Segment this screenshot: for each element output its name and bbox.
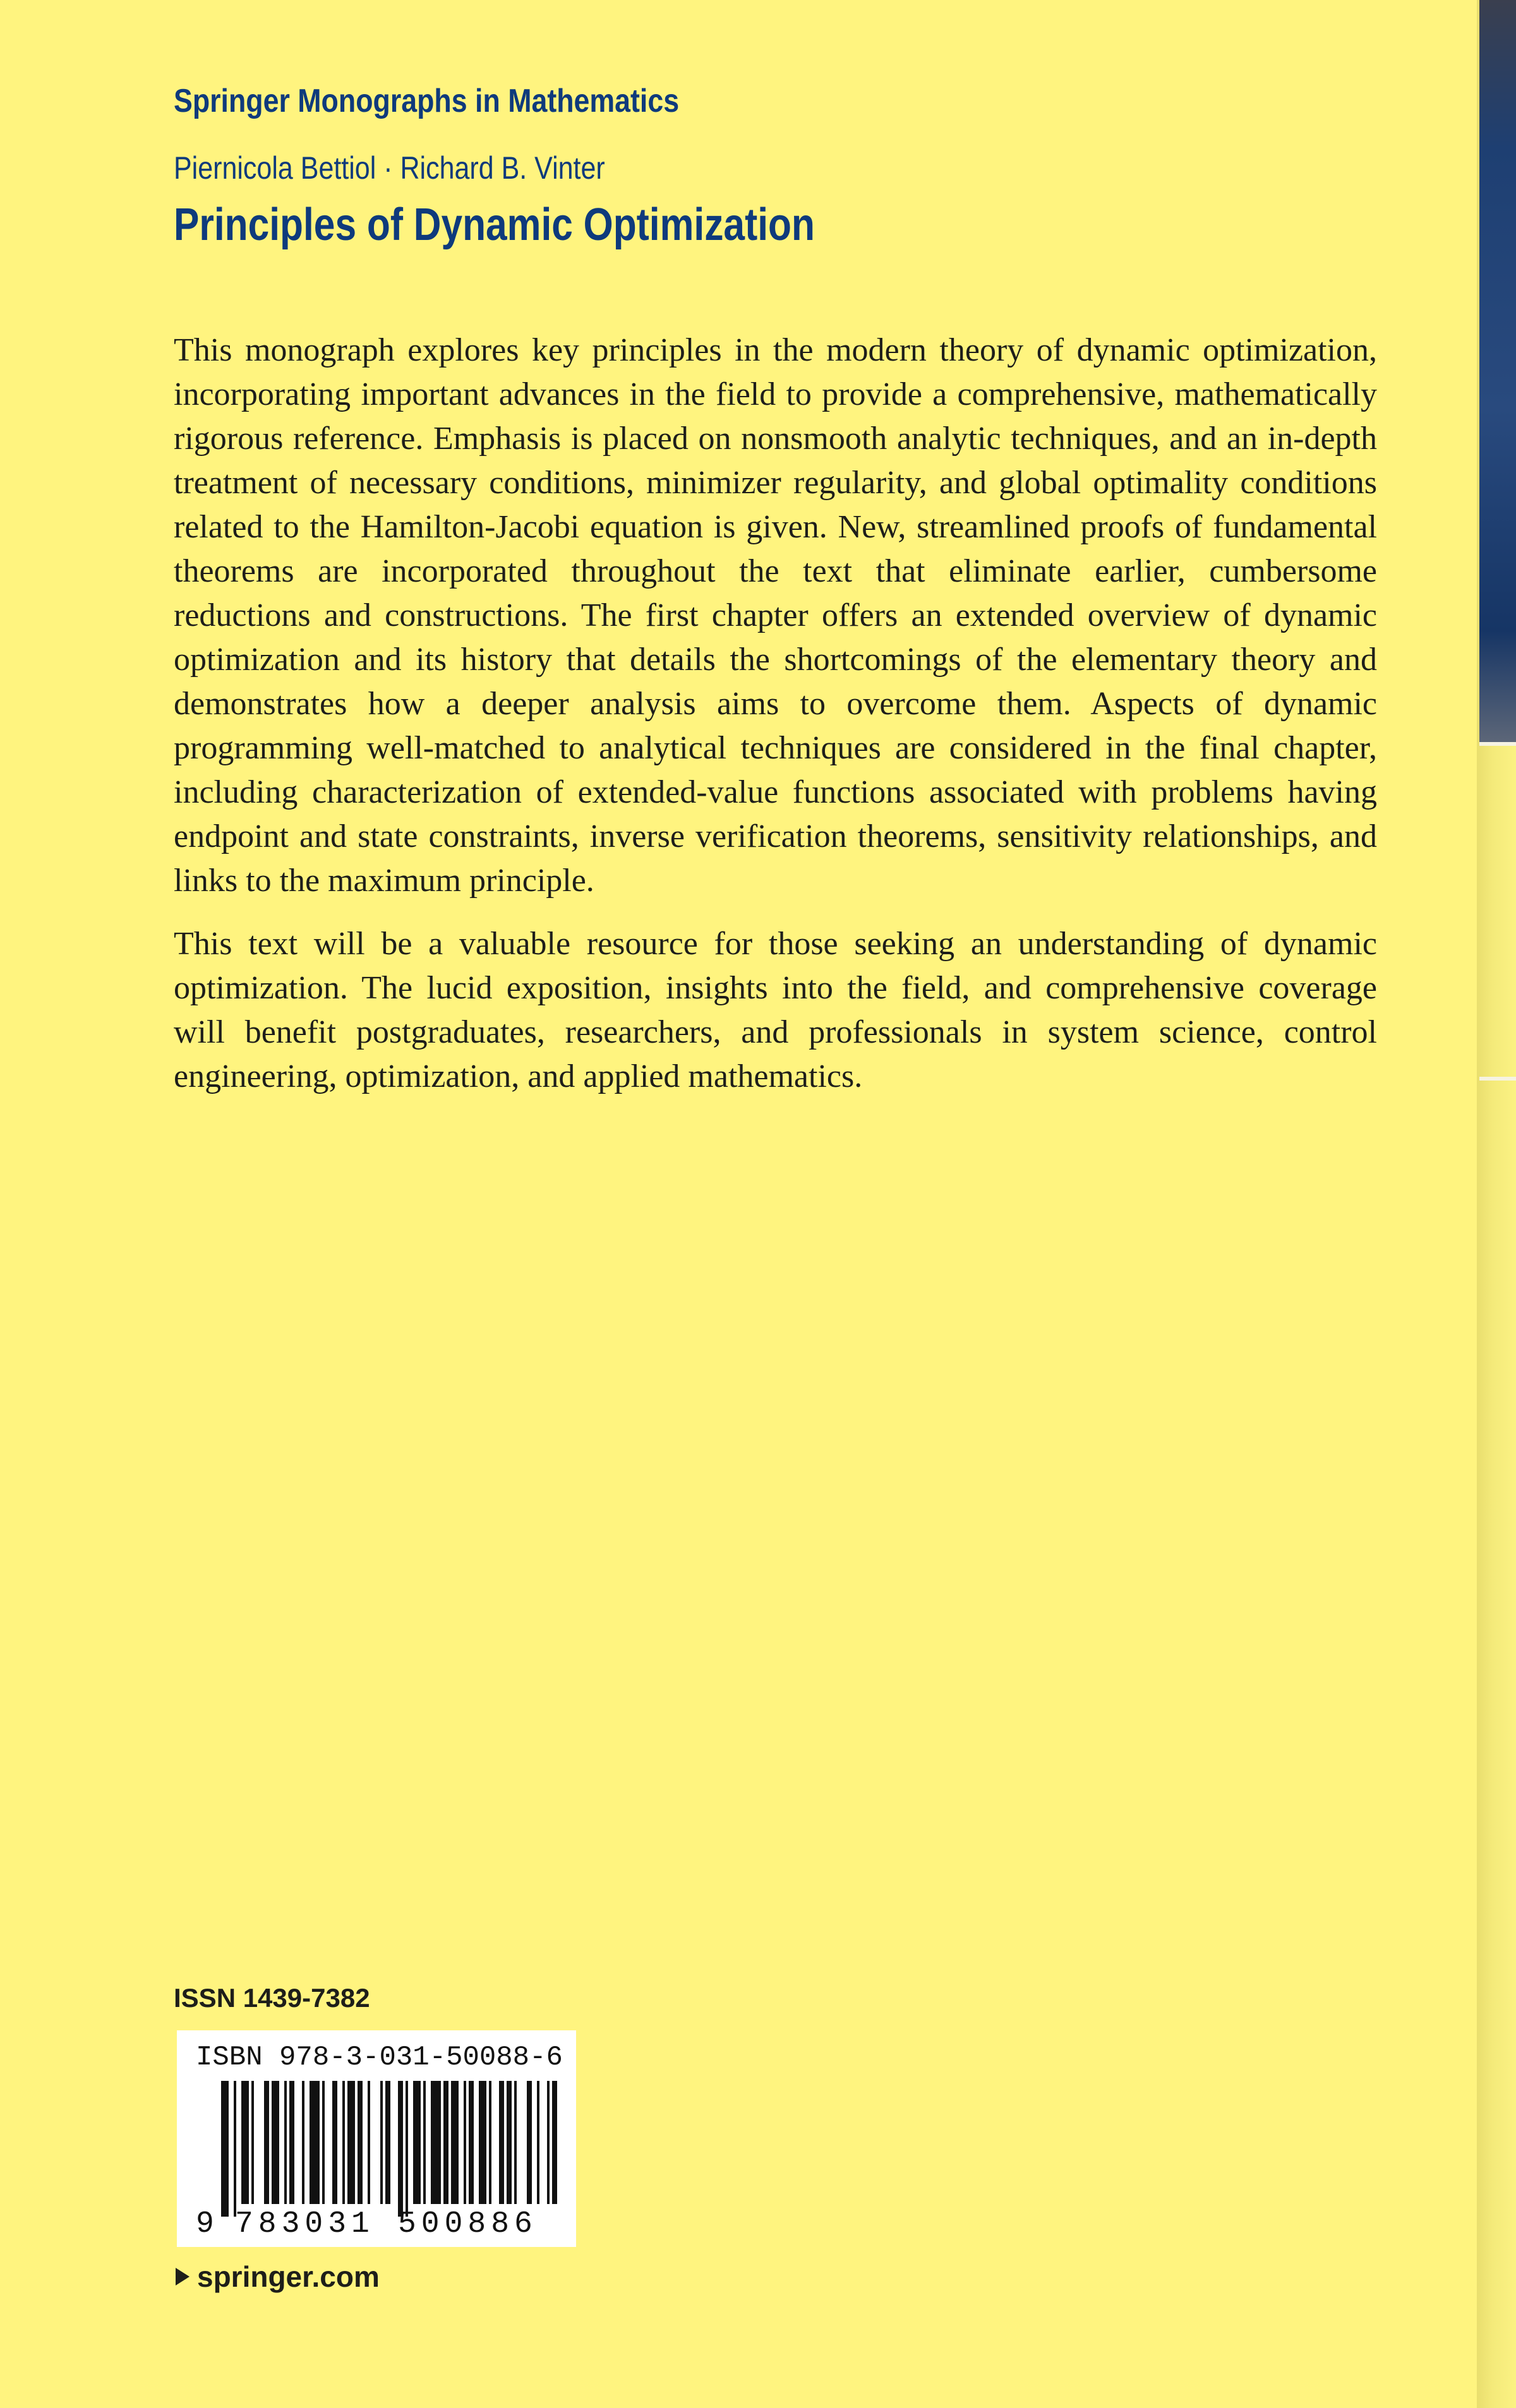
barcode-bar (221, 2081, 229, 2217)
book-title: Principles of Dynamic Optimization (174, 200, 815, 250)
spine-divider (1479, 1077, 1516, 1081)
barcode-bar (332, 2081, 337, 2204)
barcode-bar (368, 2081, 370, 2204)
barcode-bar (406, 2081, 408, 2217)
issn: ISSN 1439-7382 (174, 1983, 370, 2013)
spine-divider (1479, 742, 1516, 746)
spine-band (1479, 0, 1516, 742)
barcode-bar (234, 2081, 236, 2217)
barcode-bar (527, 2081, 532, 2204)
description-paragraph: This text will be a valuable resource for those seeking an understanding of dynamic optimization. The lucid exposition, insights into the field, and comprehensive coverage will benefit postgraduates, researchers, and professionals in system science, control engineering, optimization, and applied mathematics. (174, 926, 1377, 1094)
barcode-bar (241, 2081, 249, 2204)
barcode-bar (284, 2081, 287, 2204)
series-name: Springer Monographs in Mathematics (174, 83, 680, 119)
description (174, 328, 1377, 1118)
authors: Piernicola Bettiol · Richard B. Vinter (174, 150, 605, 186)
barcode-bar (251, 2081, 254, 2204)
barcode-bar (514, 2081, 517, 2204)
barcode-bar (413, 2081, 421, 2204)
barcode-bar (302, 2081, 304, 2204)
barcode-bar (499, 2081, 504, 2204)
barcode-bar (322, 2081, 325, 2204)
ean-digits (177, 2207, 576, 2245)
barcode-bar (431, 2081, 441, 2204)
barcode-bar (443, 2081, 448, 2204)
website-text: springer.com (197, 2260, 380, 2293)
barcode-bar (489, 2081, 491, 2204)
barcode (177, 2030, 576, 2247)
barcode-bar (464, 2081, 466, 2204)
description-paragraph: This monograph explores key principles in the modern theory of dynamic optimization, incorporating important advances in the field to provide a comprehensive, mathematically rigorous reference. Emphasis is placed on nonsmooth analytic techniques, and an in-depth treatment of necessary conditions, minimizer regularity, and global optimality conditions related to the Hamilton-Jacobi equation is given. New, streamlined proofs of fundamental theorems are incorporated throughout the text that eliminate earlier, cumbersome reductions and constructions. The first chapter offers an extended overview of dynamic optimization and its history that details the shortcomings of the elementary theory and demonstrates how a deeper analysis aims to overcome them. Aspects of dynamic programming well-matched to analytical techniques are considered in the final chapter, including characterization of extended-value functions associated with problems having endpoint and state constraints, inverse verification theorems, sensitivity relationships, and links to the maximum principle. (174, 332, 1377, 899)
barcode-bar (380, 2081, 383, 2204)
barcode-bar (310, 2081, 320, 2204)
barcode-bar (469, 2081, 474, 2204)
barcode-bar (264, 2081, 269, 2204)
barcode-bar (358, 2081, 363, 2204)
barcode-bar (547, 2081, 550, 2204)
ean-right-group: 500886 (398, 2207, 538, 2241)
barcode-bar (272, 2081, 279, 2204)
barcode-bar (479, 2081, 486, 2204)
barcode-bar (537, 2081, 539, 2204)
play-arrow-icon (176, 2268, 190, 2285)
barcode-bar (398, 2081, 403, 2217)
ean-first-digit: 9 (196, 2207, 214, 2241)
barcode-bar (423, 2081, 426, 2204)
barcode-bar (385, 2081, 390, 2204)
ean-left-group: 783031 (235, 2207, 375, 2241)
barcode-bar (342, 2081, 345, 2204)
barcode-bar (552, 2081, 557, 2204)
barcode-bar (347, 2081, 355, 2204)
barcode-bar (507, 2081, 512, 2204)
isbn-label: ISBN 978-3-031-50088-6 (196, 2042, 563, 2073)
website-link[interactable] (176, 2260, 380, 2294)
barcode-bar (289, 2081, 294, 2204)
barcode-bar (451, 2081, 459, 2204)
